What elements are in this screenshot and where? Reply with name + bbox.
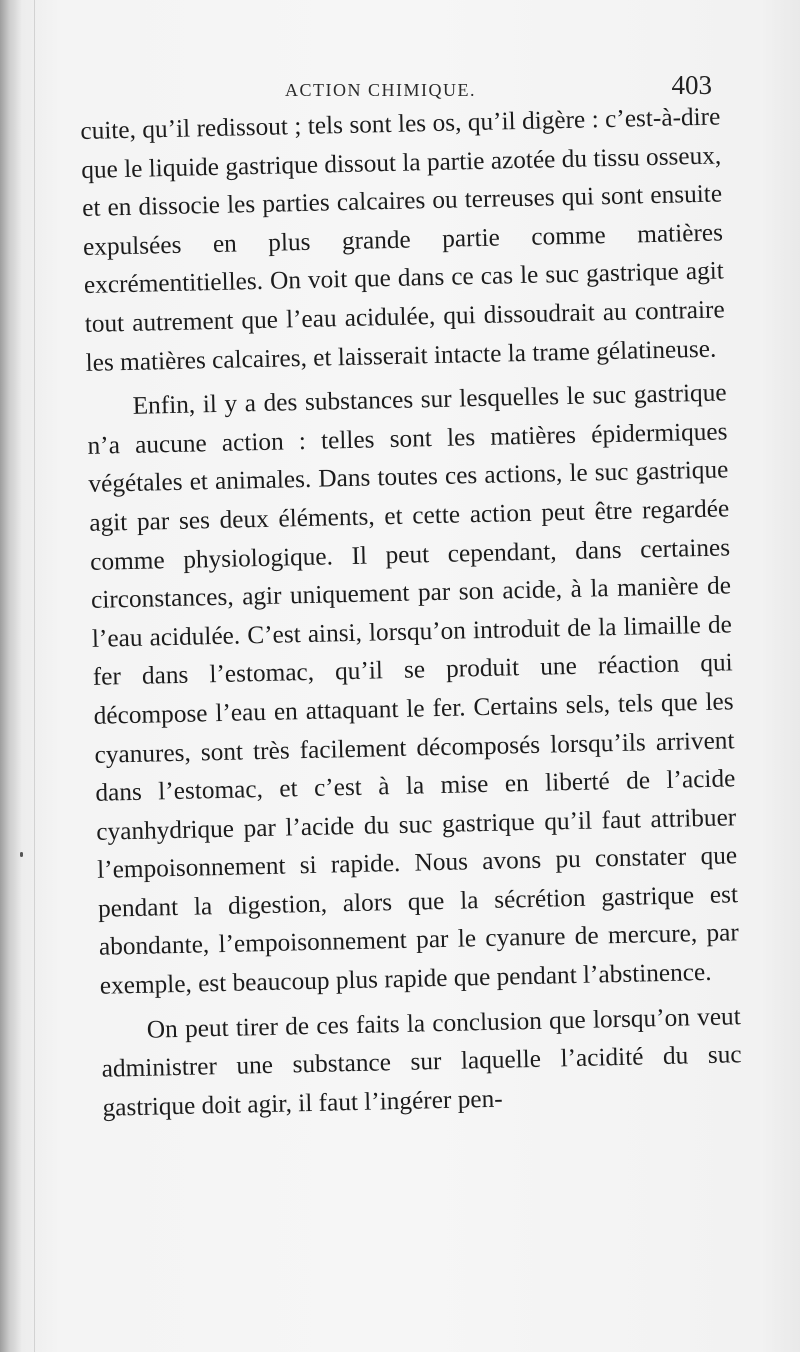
- ink-speck: [20, 852, 23, 857]
- page-edge-line: [34, 0, 35, 1352]
- running-title: ACTION CHIMIQUE.: [285, 80, 476, 100]
- paragraph-1: cuite, qu’il redissout ; tels sont les os, qu’il digère : c’est-à-dire que le liquide gastrique dissout la partie azotée du tissu osseux, et en dissocie les parties calcaires ou terreuses qui sont ensuite expulsées en plus grande partie comme matières excrémentitielles. On voit que dans ce cas le suc gastrique agit tout autrement que l’eau acidulée, qui dissoudrait au contraire les matières calcaires, et laisserait intacte la trame gélatineuse.: [80, 102, 725, 377]
- paragraph-2: Enfin, il y a des substances sur lesquelles le suc gastrique n’a aucune action : telles sont les matières épidermiques végétales et animales. Dans toutes ces actions, le suc gastrique agit par ses deux éléments, et cette action peut être regardée comme physiologique. Il peut cependant, dans certaines circonstances, agir uniquement par son acide, à la manière de l’eau acidulée. C’est ainsi, lorsqu’on introduit de la limaille de fer dans l’estomac, qu’il se produit une réaction qui décompose l’eau en attaquant le fer. Certains sels, tels que les cyanures, sont très facilement décomposés lorsqu’ils arrivent dans l’estomac, et c’est à la mise en liberté de l’acide cyanhydrique par l’acide du suc gastrique qu’il faut attribuer l’empoisonnement si rapide. Nous avons pu constater que pendant la digestion, alors que la sécrétion gastrique est abondante, l’empoisonnement par le cyanure de mercure, par exemple, est beaucoup plus rapide que pendant l’abstinence.: [87, 378, 740, 1000]
- binding-gutter-shadow: [0, 0, 22, 1352]
- paragraph-3: On peut tirer de ces faits la conclusion que lorsqu’on veut administrer une substance sur laquelle l’acidité du suc gastrique doit agir, il faut l’ingérer pen-: [101, 1001, 742, 1122]
- page-body: [80, 97, 743, 1127]
- page-number: 403: [671, 70, 712, 100]
